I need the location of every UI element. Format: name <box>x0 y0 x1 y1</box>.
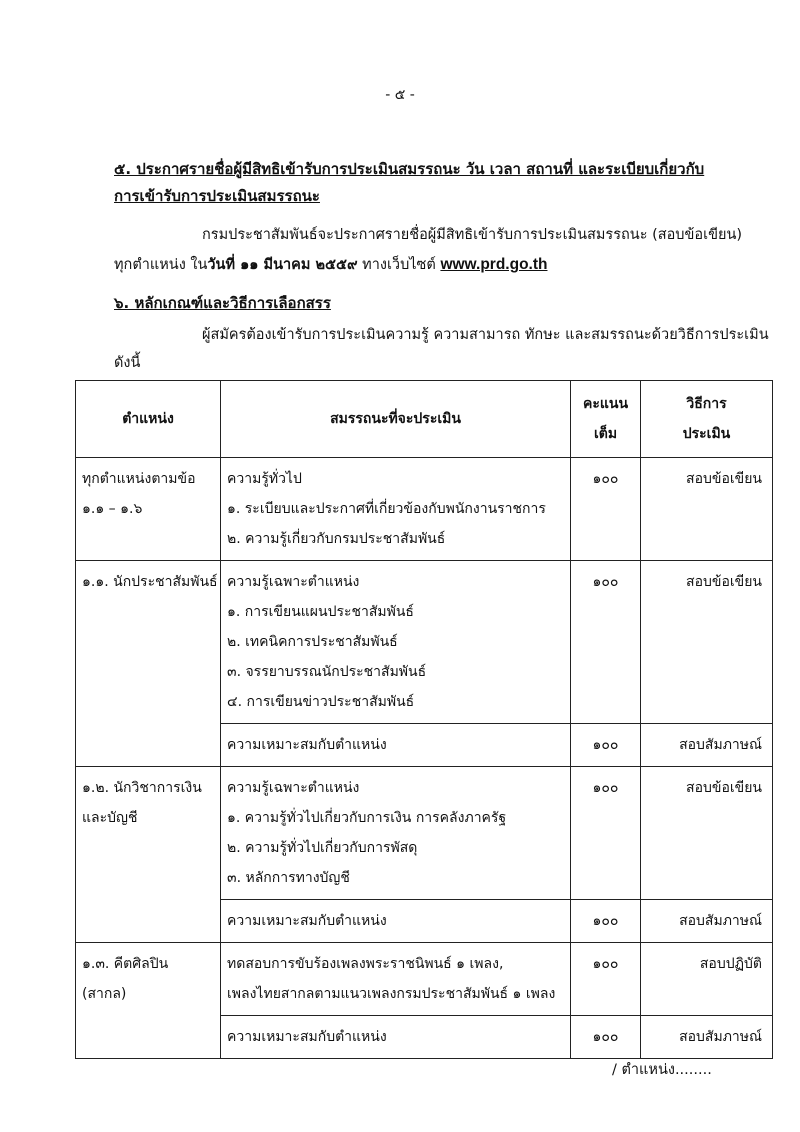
announce-date: วันที่ ๑๑ มีนาคม ๒๕๕๙ <box>207 257 358 273</box>
score-cell: ๑๐๐ <box>571 900 641 943</box>
table-row <box>76 458 773 561</box>
header-position: ตำแหน่ง <box>76 381 221 458</box>
competency-cell <box>221 767 571 900</box>
position-line: ๑.๒. นักวิชาการเงิน <box>82 780 202 796</box>
header-competency: สมรรถนะที่จะประเมิน <box>221 381 571 458</box>
score-cell: ๑๐๐ <box>571 767 641 900</box>
competency-item: ความเหมาะสมกับตำแหน่ง <box>227 913 387 929</box>
method-cell: สอบสัมภาษณ์ <box>641 1016 773 1059</box>
competency-cell <box>221 943 571 1016</box>
competency-item: ความเหมาะสมกับตำแหน่ง <box>227 1029 387 1045</box>
position-cell <box>76 458 221 561</box>
section5-paragraph-line1: กรมประชาสัมพันธ์จะประกาศรายชื่อผู้มีสิทธิเข้ารับการประเมินสมรรถนะ (สอบข้อเขียน) <box>202 227 743 243</box>
competency-item: ๑. การเขียนแผนประชาสัมพันธ์ <box>227 604 414 620</box>
competency-item: ๒. เทคนิคการประชาสัมพันธ์ <box>227 634 398 650</box>
section6-heading: ๖. หลักเกณฑ์และวิธีการเลือกสรร <box>114 294 331 312</box>
table-row <box>76 943 773 1016</box>
score-cell: ๑๐๐ <box>571 724 641 767</box>
competency-cell <box>221 458 571 561</box>
website-link[interactable]: www.prd.go.th <box>440 256 548 273</box>
position-cell <box>76 767 221 943</box>
method-cell: สอบข้อเขียน <box>641 458 773 561</box>
continuation-note: / ตำแหน่ง........ <box>612 1062 712 1078</box>
header-score-line2: เต็ม <box>593 426 618 442</box>
score-cell: ๑๐๐ <box>571 458 641 561</box>
table-header-row <box>76 381 773 458</box>
competency-item: ความเหมาะสมกับตำแหน่ง <box>227 737 387 753</box>
position-cell <box>76 561 221 767</box>
header-method <box>641 381 773 458</box>
position-line: ๑.๑. นักประชาสัมพันธ์ <box>82 574 218 590</box>
competency-item: ๑. ระเบียบและประกาศที่เกี่ยวข้องกับพนักงานราชการ <box>227 501 546 517</box>
announce-text: ทุกตำแหน่ง ใน <box>114 257 208 273</box>
table-row <box>76 561 773 724</box>
competency-item: ความรู้เฉพาะตำแหน่ง <box>227 574 360 590</box>
competency-item: ๔. การเขียนข่าวประชาสัมพันธ์ <box>227 694 415 710</box>
position-line: และบัญชี <box>82 810 138 826</box>
position-line: ทุกตำแหน่งตามข้อ <box>82 471 196 487</box>
section5-heading-line1: ๕. ประกาศรายชื่อผู้มีสิทธิเข้ารับการประเมินสมรรถนะ วัน เวลา สถานที่ และระเบียบเกี่ยวกับ <box>114 160 705 178</box>
competency-cell <box>221 561 571 724</box>
competency-cell <box>221 1016 571 1059</box>
competency-item: ๑. ความรู้ทั่วไปเกี่ยวกับการเงิน การคลังภาครัฐ <box>227 810 507 826</box>
website-text: ทางเว็บไซต์ <box>357 257 441 273</box>
header-method-line1: วิธีการ <box>686 396 727 412</box>
header-score-line1: คะแนน <box>582 396 629 412</box>
competency-item: ความรู้ทั่วไป <box>227 471 302 487</box>
method-cell: สอบสัมภาษณ์ <box>641 900 773 943</box>
section5-heading-line2: การเข้ารับการประเมินสมรรถนะ <box>114 187 320 205</box>
section5-paragraph-line2 <box>114 252 547 278</box>
method-cell: สอบปฏิบัติ <box>641 943 773 1016</box>
competency-cell <box>221 900 571 943</box>
position-line: ๑.๑ – ๑.๖ <box>82 501 143 517</box>
competency-item: ๒. ความรู้ทั่วไปเกี่ยวกับการพัสดุ <box>227 840 418 856</box>
page-number: - ๕ - <box>385 87 415 103</box>
competency-cell <box>221 724 571 767</box>
assessment-table <box>75 380 773 1059</box>
section6-paragraph-line2: ดังนี้ <box>114 355 141 371</box>
method-cell: สอบสัมภาษณ์ <box>641 724 773 767</box>
competency-item: เพลงไทยสากลตามแนวเพลงกรมประชาสัมพันธ์ ๑ เพลง <box>227 986 556 1002</box>
competency-item: ความรู้เฉพาะตำแหน่ง <box>227 780 360 796</box>
section6-paragraph-line1: ผู้สมัครต้องเข้ารับการประเมินความรู้ ความสามารถ ทักษะ และสมรรถนะด้วยวิธีการประเมิน <box>202 327 769 343</box>
score-cell: ๑๐๐ <box>571 1016 641 1059</box>
header-method-line2: ประเมิน <box>682 426 731 442</box>
method-cell: สอบข้อเขียน <box>641 561 773 724</box>
position-line: (สากล) <box>82 986 127 1002</box>
header-score <box>571 381 641 458</box>
competency-item: ๓. หลักการทางบัญชี <box>227 870 350 886</box>
competency-item: ทดสอบการขับร้องเพลงพระราชนิพนธ์ ๑ เพลง, <box>227 956 504 972</box>
table-row <box>76 767 773 900</box>
position-line: ๑.๓. คีตศิลปิน <box>82 956 169 972</box>
score-cell: ๑๐๐ <box>571 561 641 724</box>
position-cell <box>76 943 221 1059</box>
competency-item: ๒. ความรู้เกี่ยวกับกรมประชาสัมพันธ์ <box>227 531 446 547</box>
competency-item: ๓. จรรยาบรรณนักประชาสัมพันธ์ <box>227 664 427 680</box>
score-cell: ๑๐๐ <box>571 943 641 1016</box>
method-cell: สอบข้อเขียน <box>641 767 773 900</box>
